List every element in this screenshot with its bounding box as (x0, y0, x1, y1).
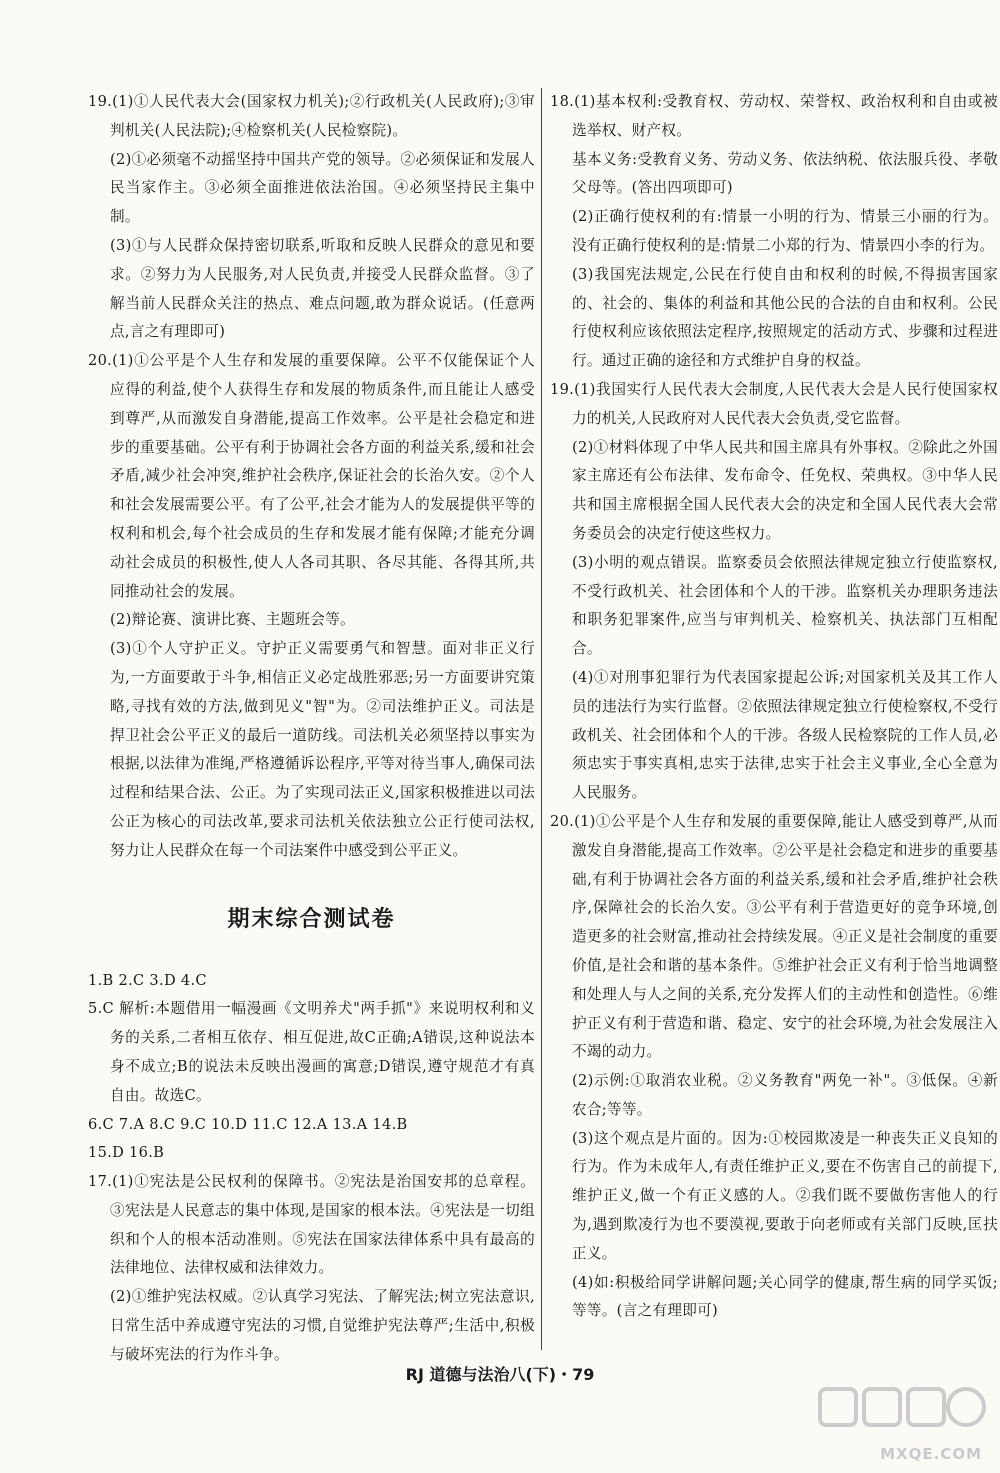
page-footer: RJ 道德与法治八(下)・79 (405, 1365, 595, 1384)
right-q19-part3: (3)小明的观点错误。监察委员会依照法律规定独立行使监察权,不受行政机关、社会团体和个人的干涉。监察机关办理职务违法和职务犯罪案件,应当与审判机关、检察机关、执法部门互相配合。 (572, 553, 998, 658)
watermark-text: MXQE.COM (880, 1445, 982, 1463)
watermark-logo-icon (780, 1383, 990, 1443)
right-q19-part1: 19.(1)我国实行人民代表大会制度,人民代表大会是人民行使国家权力的机关,人民政府对人民代表大会负责,受它监督。 (550, 380, 998, 427)
watermark (780, 1383, 990, 1463)
right-q18-part4: (3)我国宪法规定,公民在行使自由和权利的时候,不得损害国家的、社会的、集体的利益和其他公民的合法的自由和权利。公民行使权利应该依照法定程序,按照规定的活动方式、步骤和过程进行。通过正确的途径和方式维护自身的权益。 (572, 265, 998, 370)
right-q19-part2: (2)①材料体现了中华人民共和国主席具有外事权。②除此之外国家主席还有公布法律、发布命令、任免权、荣典权。③中华人民共和国主席根据全国人民代表大会的决定和全国人民代表大会常务委员会的决定行使这些权力。 (572, 438, 998, 542)
left-q19-part1: 19.(1)①人民代表大会(国家权力机关);②行政机关(人民政府);③审判机关(人民法院);④检察机关(人民检察院)。 (88, 93, 535, 139)
answers-1-4: 1.B 2.C 3.D 4.C (88, 971, 207, 989)
left-q20-part3: (3)①个人守护正义。守护正义需要勇气和智慧。面对非正义行为,一方面要敢于斗争,相信正义必定战胜邪恶;另一方面要讲究策略,寻找有效的方法,做到见义"智"为。②司法维护正义。司法是捍卫社会公平正义的最后一道防线。司法机关必须坚持以事实为根据,以法律为准绳,严格遵循诉讼程序,平等对待当事人,确保司法过程和结果合法、公正。为了实现司法正义,国家积极推进以司法公正为核心的司法改革,要求司法机关依法独立公正行使司法权,努力让人民群众在每一个司法案件中感受到公平正义。 (110, 640, 535, 859)
column-divider (541, 88, 542, 1350)
right-q20-part3: (3)这个观点是片面的。因为:①校园欺凌是一种丧失正义良知的行为。作为未成年人,有责任维护正义,要在不伤害自己的前提下,维护正义,做一个有正义感的人。②我们既不要做伤害他人的行为,遇到欺凌行为也不要漠视,要敢于向老师或有关部门反映,匡扶正义。 (572, 1129, 998, 1262)
left-q19-part3: (3)①与人民群众保持密切联系,听取和反映人民群众的意见和要求。②努力为人民服务,对人民负责,并接受人民群众监督。③了解当前人民群众关注的热点、难点问题,敢为群众说话。(任意两点,言之有理即可) (110, 236, 535, 341)
right-q20-part2: (2)示例:①取消农业税。②义务教育"两免一补"。③低保。④新农合;等等。 (572, 1072, 998, 1118)
right-q20-part1: 20.(1)①公平是个人生存和发展的重要保障,能让人感受到尊严,从而激发自身潜能,提高工作效率。②公平是社会稳定和进步的重要基础,有利于协调社会各方面的利益关系,缓和社会矛盾,维护社会秩序,保障社会的长治久安。③公平有利于营造更好的竞争环境,创造更多的社会财富,推动社会持续发展。④正义是社会制度的重要价值,是社会和谐的基本条件。⑤维护社会正义有利于恰当地调整和处理人与人之间的关系,充分发挥人们的主动性和创造性。⑥维护正义有利于营造和谐、稳定、安宁的社会环境,为社会发展注入不竭的动力。 (550, 812, 998, 1061)
right-q18-part3: (2)正确行使权利的有:情景一小明的行为、情景三小丽的行为。没有正确行使权利的是:情景二小郑的行为、情景四小李的行为。 (572, 208, 998, 254)
right-q18-part2: 基本义务:受教育义务、劳动义务、依法纳税、依法服兵役、孝敬父母等。(答出四项即可) (572, 150, 998, 197)
answers-5: 5.C 解析:本题借用一幅漫画《文明养犬"两手抓"》来说明权利和义务的关系,二者相互依存、相互促进,故C正确;A错误,这种说法本身不成立;B的说法未反映出漫画的寓意;D错误,遵守规范才有真自由。故选C。 (88, 1000, 535, 1104)
section-title: 期末综合测试卷 (227, 906, 396, 932)
right-q18-part1: 18.(1)基本权利:受教育权、劳动权、荣誉权、政治权利和自由或被选举权、财产权。 (550, 93, 998, 139)
left-q17-part2: (2)①维护宪法权威。②认真学习宪法、了解宪法;树立宪法意识,日常生活中养成遵守宪法的习惯,自觉维护宪法尊严;生活中,积极与破坏宪法的行为作斗争。 (110, 1288, 535, 1363)
left-column (88, 88, 535, 1370)
left-q19-part2: (2)①必须毫不动摇坚持中国共产党的领导。②必须保证和发展人民当家作主。③必须全面推进依法治国。④必须坚持民主集中制。 (110, 150, 535, 226)
right-q19-part4: (4)①对刑事犯罪行为代表国家提起公诉;对国家机关及其工作人员的违法行为实行监督。②依照法律规定独立行使检察权,不受行政机关、社会团体和个人的干涉。各级人民检察院的工作人员,必须忠实于事实真相,忠实于法律,忠实于社会主义事业,全心全意为人民服务。 (572, 668, 998, 802)
left-q17-part1: 17.(1)①宪法是公民权利的保障书。②宪法是治国安邦的总章程。③宪法是人民意志的集中体现,是国家的根本法。④宪法是一切组织和个人的根本活动准则。⑤宪法在国家法律体系中具有最高的法律地位、法律权威和法律效力。 (88, 1173, 535, 1277)
answers-6-14: 6.C 7.A 8.C 9.C 10.D 11.C 12.A 13.A 14.B (88, 1115, 408, 1133)
left-q20-part2: (2)辩论赛、演讲比赛、主题班会等。 (110, 611, 355, 629)
right-column (550, 88, 998, 1326)
right-q20-part4: (4)如:积极给同学讲解问题;关心同学的健康,帮生病的同学买饭;等等。(言之有理即可) (572, 1273, 998, 1320)
left-q20-part1: 20.(1)①公平是个人生存和发展的重要保障。公平不仅能保证个人应得的利益,使个人获得生存和发展的物质条件,而且能让人感受到尊严,从而激发自身潜能,提高工作效率。公平是社会稳定和进步的重要基础。公平有利于协调社会各方面的利益关系,缓和社会矛盾,减少社会冲突,维护社会秩序,保证社会的长治久安。②个人和社会发展需要公平。有了公平,社会才能为人的发展提供平等的权利和机会,每个社会成员的生存和发展才能有保障;才能充分调动社会成员的积极性,使人人各司其职、各尽其能、各得其所,共同推动社会的发展。 (88, 352, 535, 600)
answers-15-16: 15.D 16.B (88, 1144, 165, 1162)
